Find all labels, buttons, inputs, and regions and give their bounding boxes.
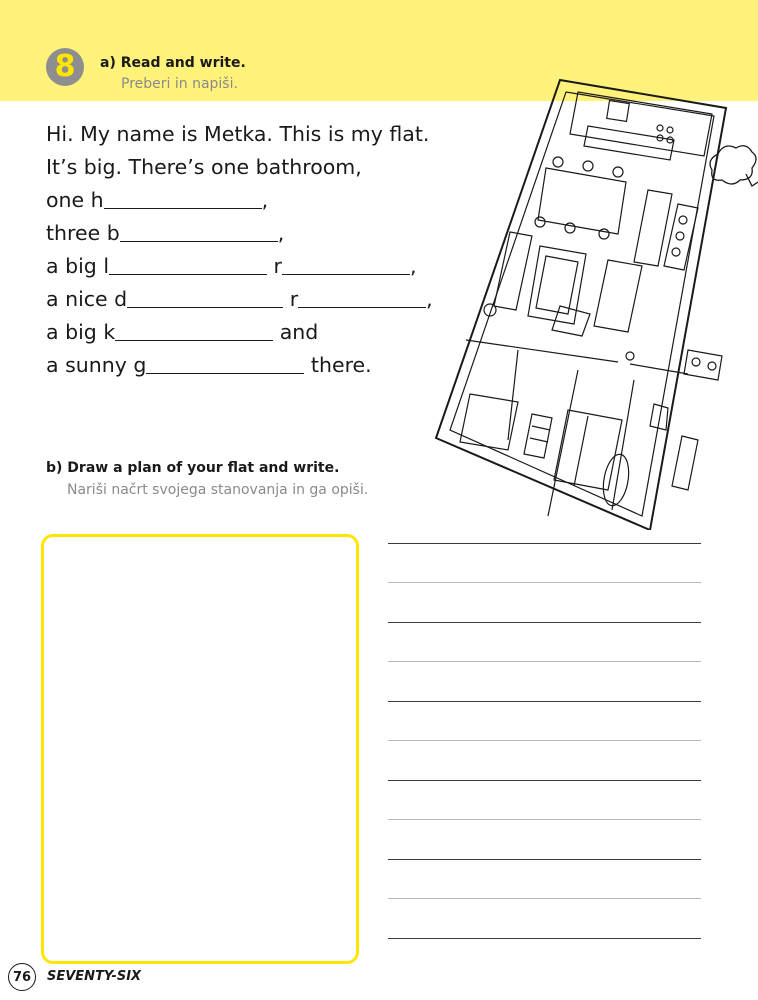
part-a-title: a) Read and write. bbox=[100, 55, 246, 71]
writing-line[interactable] bbox=[388, 740, 701, 741]
text-and: and bbox=[273, 320, 319, 344]
writing-line[interactable] bbox=[388, 543, 701, 544]
writing-line[interactable] bbox=[388, 780, 701, 781]
page-number-word: SEVENTY-SIX bbox=[47, 969, 142, 984]
part-b-subtitle: Nariši načrt svojega stanovanja in ga opiši. bbox=[67, 482, 369, 498]
answer-blank-garden[interactable] bbox=[146, 353, 304, 374]
writing-line[interactable] bbox=[388, 661, 701, 662]
punct: , bbox=[409, 254, 417, 278]
text-line-1: Hi. My name is Metka. This is my flat. bbox=[46, 122, 430, 146]
answer-blank-dining-room[interactable] bbox=[298, 287, 426, 308]
punct: , bbox=[426, 287, 433, 311]
text-line-3 bbox=[46, 184, 466, 217]
writing-line[interactable] bbox=[388, 701, 701, 702]
answer-blank-living[interactable] bbox=[109, 254, 267, 275]
writing-line[interactable] bbox=[388, 819, 701, 820]
text-line-5 bbox=[46, 250, 466, 283]
writing-line[interactable] bbox=[388, 582, 701, 583]
punct: , bbox=[277, 221, 285, 245]
part-a-subtitle: Preberi in napiši. bbox=[121, 76, 238, 92]
part-b-title: b) Draw a plan of your flat and write. bbox=[46, 460, 340, 476]
exercise-number-badge: 8 bbox=[46, 48, 84, 86]
prompt-garden: a sunny g bbox=[46, 353, 147, 377]
drawing-area[interactable] bbox=[41, 534, 359, 964]
reading-text bbox=[46, 118, 466, 382]
writing-line[interactable] bbox=[388, 938, 701, 939]
prompt-kitchen: a big k bbox=[46, 320, 116, 344]
page-number: 76 bbox=[8, 963, 36, 991]
prompt-room: r bbox=[283, 287, 299, 311]
answer-blank-hall[interactable] bbox=[104, 188, 262, 209]
prompt-living: a big l bbox=[46, 254, 110, 278]
writing-line[interactable] bbox=[388, 898, 701, 899]
text-line-2: It’s big. There’s one bathroom, bbox=[46, 155, 362, 179]
answer-blank-kitchen[interactable] bbox=[115, 320, 273, 341]
prompt-room: r bbox=[267, 254, 282, 278]
floor-plan-illustration bbox=[428, 70, 758, 530]
answer-blank-dining[interactable] bbox=[127, 287, 283, 308]
prompt-bedrooms: three b bbox=[46, 221, 120, 245]
prompt-hall: one h bbox=[46, 188, 104, 212]
prompt-dining: a nice d bbox=[46, 287, 128, 311]
answer-blank-living-room[interactable] bbox=[282, 254, 410, 275]
text-line-6 bbox=[46, 283, 466, 316]
punct: , bbox=[261, 188, 269, 212]
text-there: there. bbox=[304, 353, 372, 377]
answer-blank-bedrooms[interactable] bbox=[120, 221, 278, 242]
text-line-7 bbox=[46, 316, 466, 349]
writing-line[interactable] bbox=[388, 859, 701, 860]
text-line-4 bbox=[46, 217, 466, 250]
writing-line[interactable] bbox=[388, 622, 701, 623]
text-line-8 bbox=[46, 349, 466, 382]
